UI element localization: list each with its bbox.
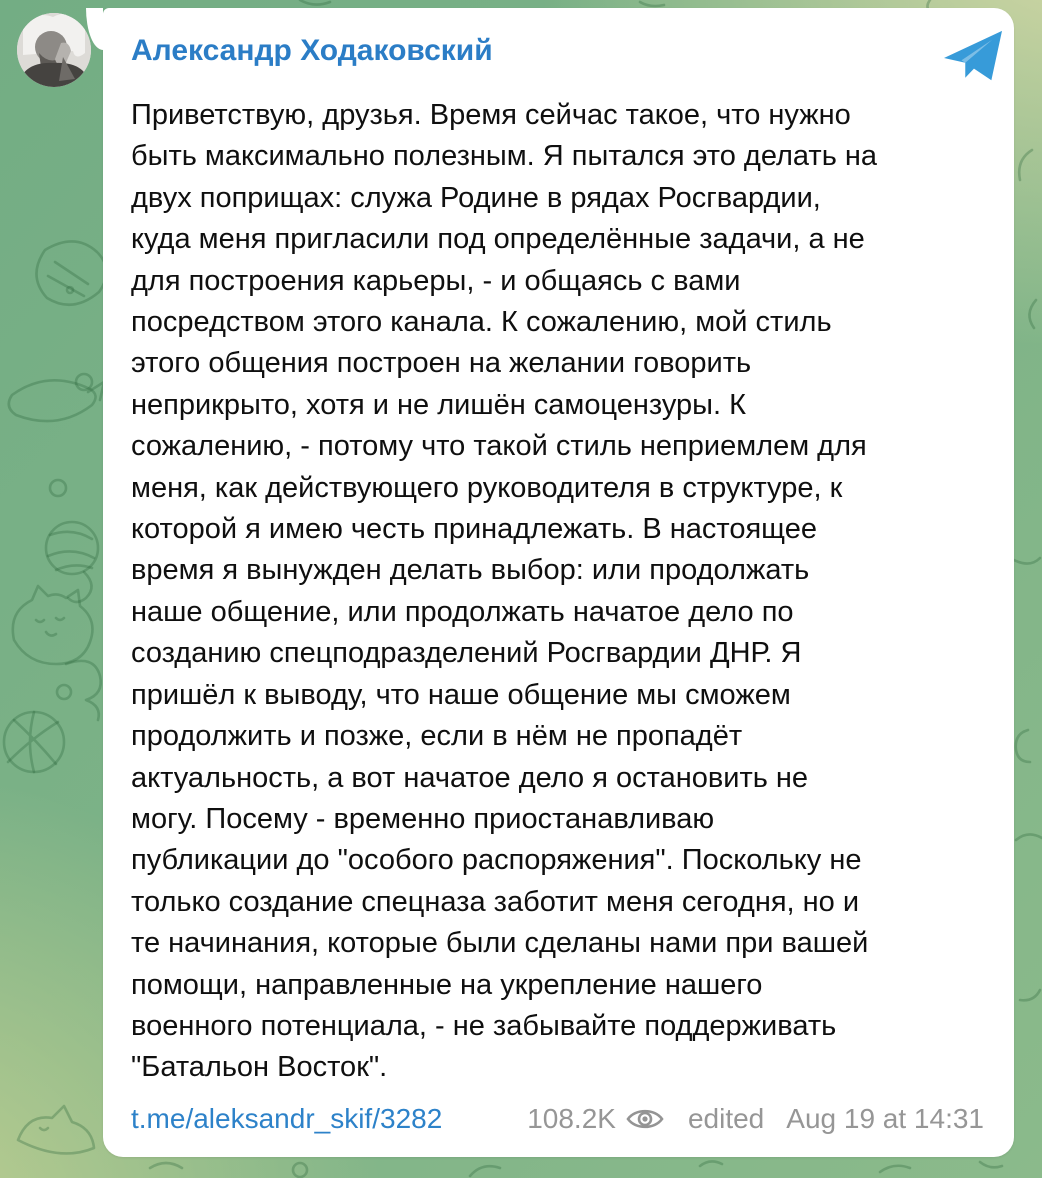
message-text-line: военного потенциала, - не забывайте поддерживать	[131, 1009, 837, 1042]
message-text-line: могу. Посему - временно приостанавливаю	[131, 802, 715, 835]
message-text-line: публикации до "особого распоряжения". Поскольку не	[131, 844, 862, 877]
message-text-line: посредством этого канала. К сожалению, мой стиль	[131, 306, 832, 339]
views-count: 108.2K	[527, 1102, 616, 1134]
message-text-line: созданию спецподразделений Росгвардии ДНР. Я	[131, 637, 802, 670]
message-text	[131, 95, 984, 1089]
message-text-line: которой я имею честь принадлежать. В настоящее	[131, 513, 817, 546]
message-text-line: для построения карьеры, - и общаясь с вами	[131, 264, 741, 297]
message-meta	[527, 1102, 984, 1136]
message-text-line: быть максимально полезным. Я пытался это делать на	[131, 140, 877, 173]
views-eye-icon	[626, 1106, 664, 1132]
channel-name[interactable]: Александр Ходаковский	[131, 34, 493, 67]
telegram-paper-plane-icon[interactable]	[942, 28, 1004, 86]
message-text-line: "Батальон Восток".	[131, 1051, 388, 1084]
edited-label: edited	[687, 1102, 765, 1134]
timestamp: Aug 19 at 14:31	[786, 1102, 984, 1134]
avatar-portrait-image	[17, 13, 91, 87]
message-text-line: актуальность, а вот начатое дело я остановить не	[131, 761, 809, 794]
message-text-line: неприкрыто, хотя и не лишён самоцензуры. К	[131, 388, 747, 421]
message-text-line: помощи, направленные на укрепление нашего	[131, 968, 763, 1001]
message-text-line: продолжить и позже, если в нём не пропадёт	[131, 720, 743, 753]
message-text-line: пришёл к выводу, что наше общение мы сможем	[131, 678, 791, 711]
post-link[interactable]: t.me/aleksandr_skif/3282	[131, 1102, 443, 1134]
message-text-line: этого общения построен на желании говорить	[131, 347, 752, 380]
avatar[interactable]	[17, 13, 91, 87]
message-text-line: наше общение, или продолжать начатое дело по	[131, 595, 794, 628]
message-text-line: время я вынужден делать выбор: или продолжать	[131, 554, 810, 587]
message-text-line: куда меня пригласили под определённые задачи, а не	[131, 223, 865, 256]
message-text-line: те начинания, которые были сделаны нами при вашей	[131, 927, 869, 960]
message-text-line: только создание спецназа заботит меня сегодня, но и	[131, 885, 860, 918]
message-footer	[131, 1102, 984, 1136]
message-text-line: двух поприщах: служа Родине в рядах Росгвардии,	[131, 181, 821, 214]
message-bubble	[103, 8, 1014, 1157]
message-text-line: Приветствую, друзья. Время сейчас такое, что нужно	[131, 99, 851, 131]
message-text-line: сожалению, - потому что такой стиль неприемлем для	[131, 430, 867, 463]
message-text-line: меня, как действующего руководителя в структуре, к	[131, 471, 843, 504]
